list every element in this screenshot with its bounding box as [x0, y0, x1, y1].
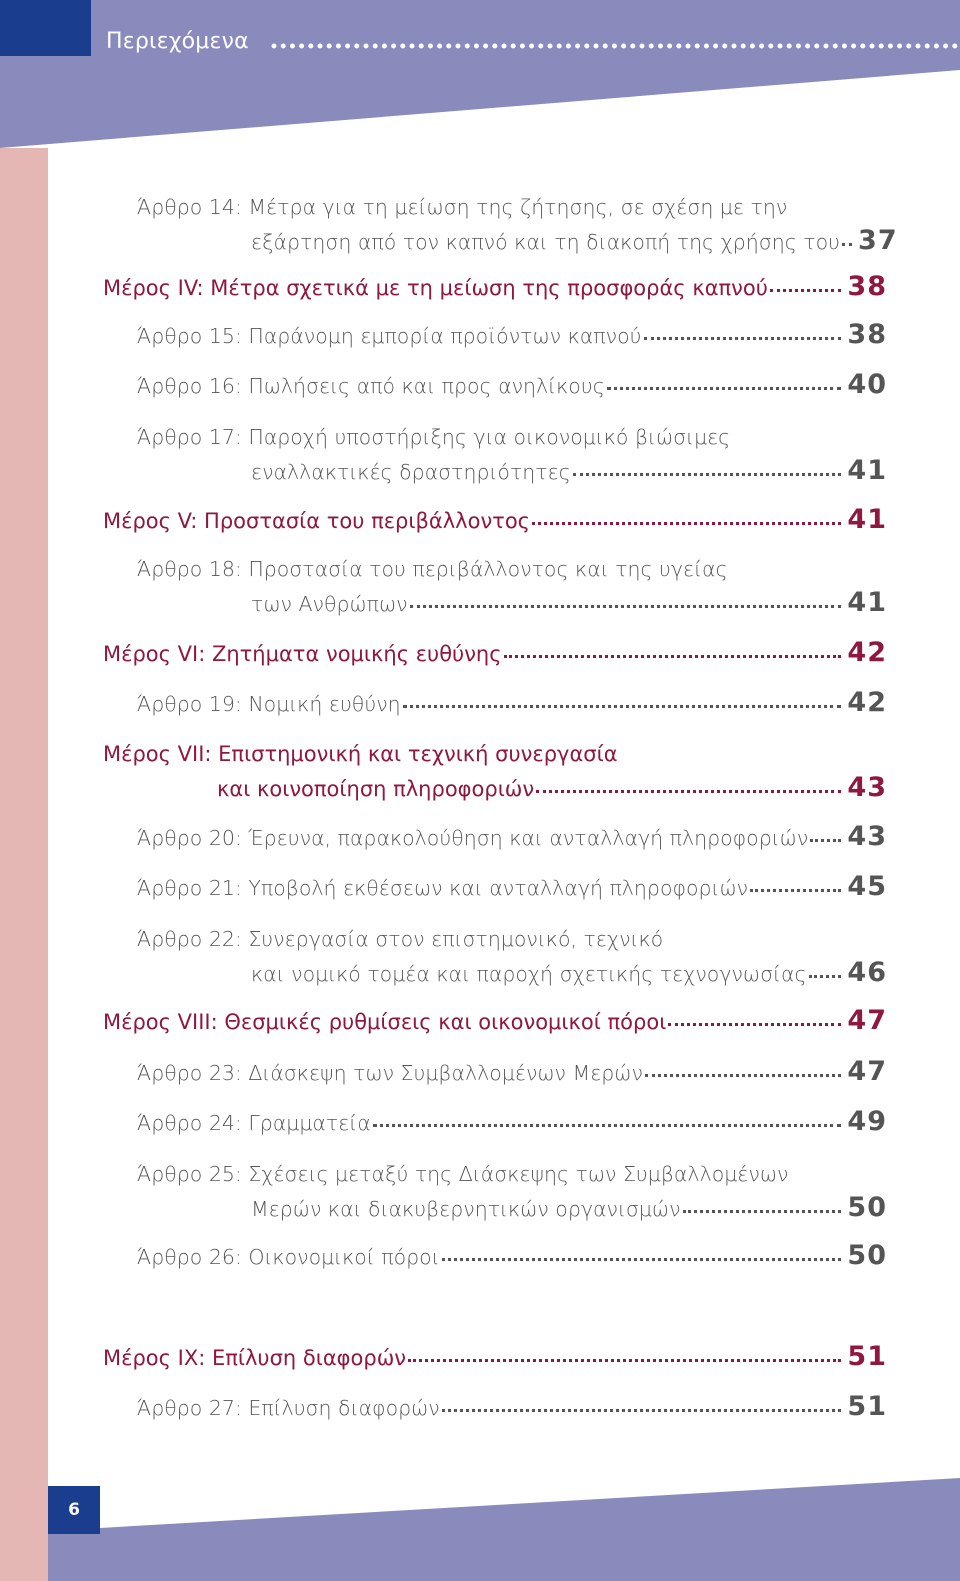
toc-page-number: 50 — [847, 1240, 887, 1271]
toc-page-number: 49 — [847, 1106, 887, 1137]
dot-leader — [770, 289, 842, 292]
toc-entry-text: Άρθρο 14: Μέτρα για τη μείωση της ζήτησης, σε σχέση με την — [137, 195, 788, 219]
toc-page-number: 38 — [847, 271, 887, 302]
dot-leader — [810, 839, 841, 842]
toc-entry-text: Άρθρο 19: Νομική ευθύνη — [137, 692, 401, 716]
dot-leader — [442, 1258, 842, 1261]
toc-entry-text: εναλλακτικές δραστηριότητες — [251, 460, 571, 484]
toc-entry-text: και κοινοποίηση πληροφοριών — [217, 777, 535, 801]
toc-entry-text: των Ανθρώπων — [251, 592, 408, 616]
dot-leader — [607, 387, 842, 390]
toc-entry-text: Άρθρο 26: Οικονομικοί πόροι — [137, 1245, 440, 1269]
toc-entry-text: Μερών και διακυβερνητικών οργανισμών — [251, 1197, 681, 1221]
toc-entry-text: Μέρος VI: Ζητήματα νομικής ευθύνης — [103, 642, 502, 666]
toc-entry-text: Μέρος VII: Επιστημονική και τεχνική συνεργασία — [103, 742, 618, 766]
toc-entry-text: Άρθρο 18: Προστασία του περιβάλλοντος και της υγείας — [137, 557, 728, 581]
toc-entry-text: Άρθρο 22: Συνεργασία στον επιστημονικό, τεχνικό — [137, 927, 664, 951]
toc-entry-text: Άρθρο 24: Γραμματεία — [137, 1111, 371, 1135]
dot-leader — [809, 975, 842, 978]
toc-entry-text: και νομικό τομέα και παροχή σχετικής τεχνογνωσίας — [251, 962, 807, 986]
toc-entry-text: Μέρος IV: Μέτρα σχετικά με τη μείωση της προσφοράς καπνού — [103, 276, 768, 300]
toc-page-number: 41 — [847, 504, 887, 535]
toc-page-number: 38 — [847, 319, 887, 350]
dot-leader — [683, 1210, 842, 1213]
toc-page-number: 46 — [847, 957, 887, 988]
dot-leader — [410, 605, 842, 608]
dot-leader — [644, 337, 842, 340]
dot-leader — [536, 790, 841, 793]
dot-leader — [504, 655, 842, 658]
toc-entry-text: Άρθρο 15: Παράνομη εμπορία προϊόντων καπνού — [137, 324, 642, 348]
toc-page-number: 45 — [847, 871, 887, 902]
toc-page-number: 50 — [847, 1192, 887, 1223]
toc-entry-text: Μέρος IX: Επίλυση διαφορών — [103, 1346, 407, 1370]
dot-leader — [668, 1023, 841, 1026]
toc-entry-text: Άρθρο 17: Παροχή υποστήριξης για οικονομικό βιώσιμες — [137, 425, 731, 449]
toc-entry-text: Άρθρο 20: Έρευνα, παρακολούθηση και ανταλλαγή πληροφοριών — [137, 826, 809, 850]
toc-page-number: 43 — [847, 772, 887, 803]
dot-leader — [408, 1359, 841, 1362]
dot-leader — [750, 889, 841, 892]
dot-leader — [442, 1409, 842, 1412]
toc-page-number: 41 — [847, 587, 887, 618]
dot-leader — [373, 1124, 842, 1127]
toc-entry-text: Άρθρο 25: Σχέσεις μεταξύ της Διάσκεψης των Συμβαλλομένων — [137, 1162, 789, 1186]
toc-entry-text: εξάρτηση από τον καπνό και τη διακοπή της χρήσης του — [251, 230, 841, 254]
toc-entry-text: Μέρος VIII: Θεσμικές ρυθμίσεις και οικονομικοί πόροι — [103, 1010, 667, 1034]
toc-page-number: 40 — [847, 369, 887, 400]
toc-page-number: 41 — [847, 455, 887, 486]
page-number: 6 — [68, 1500, 80, 1520]
toc-page-number: 37 — [858, 225, 898, 256]
dot-leader — [403, 705, 842, 708]
toc-entry-text: Άρθρο 27: Επίλυση διαφορών — [137, 1396, 440, 1420]
toc-page-number: 51 — [847, 1341, 887, 1372]
toc-page-number: 51 — [847, 1391, 887, 1422]
toc-page-number: 47 — [847, 1005, 887, 1036]
toc-page-number: 42 — [847, 637, 887, 668]
toc-entry-text: Άρθρο 21: Υποβολή εκθέσεων και ανταλλαγή πληροφοριών — [137, 876, 749, 900]
toc-page-number: 47 — [847, 1056, 887, 1087]
toc-entry-text: Μέρος V: Προστασία του περιβάλλοντος — [103, 509, 530, 533]
toc-page-number: 43 — [847, 821, 887, 852]
toc-entry-text: Άρθρο 23: Διάσκεψη των Συμβαλλομένων Μερών — [137, 1061, 643, 1085]
dot-leader — [842, 243, 852, 246]
dot-leader — [645, 1074, 841, 1077]
toc-entry-text: Άρθρο 16: Πωλήσεις από και προς ανηλίκους — [137, 374, 605, 398]
dot-leader — [573, 473, 842, 476]
dot-leader — [532, 522, 841, 525]
contents-title: Περιεχόμενα — [106, 29, 249, 54]
toc-page-number: 42 — [847, 687, 887, 718]
